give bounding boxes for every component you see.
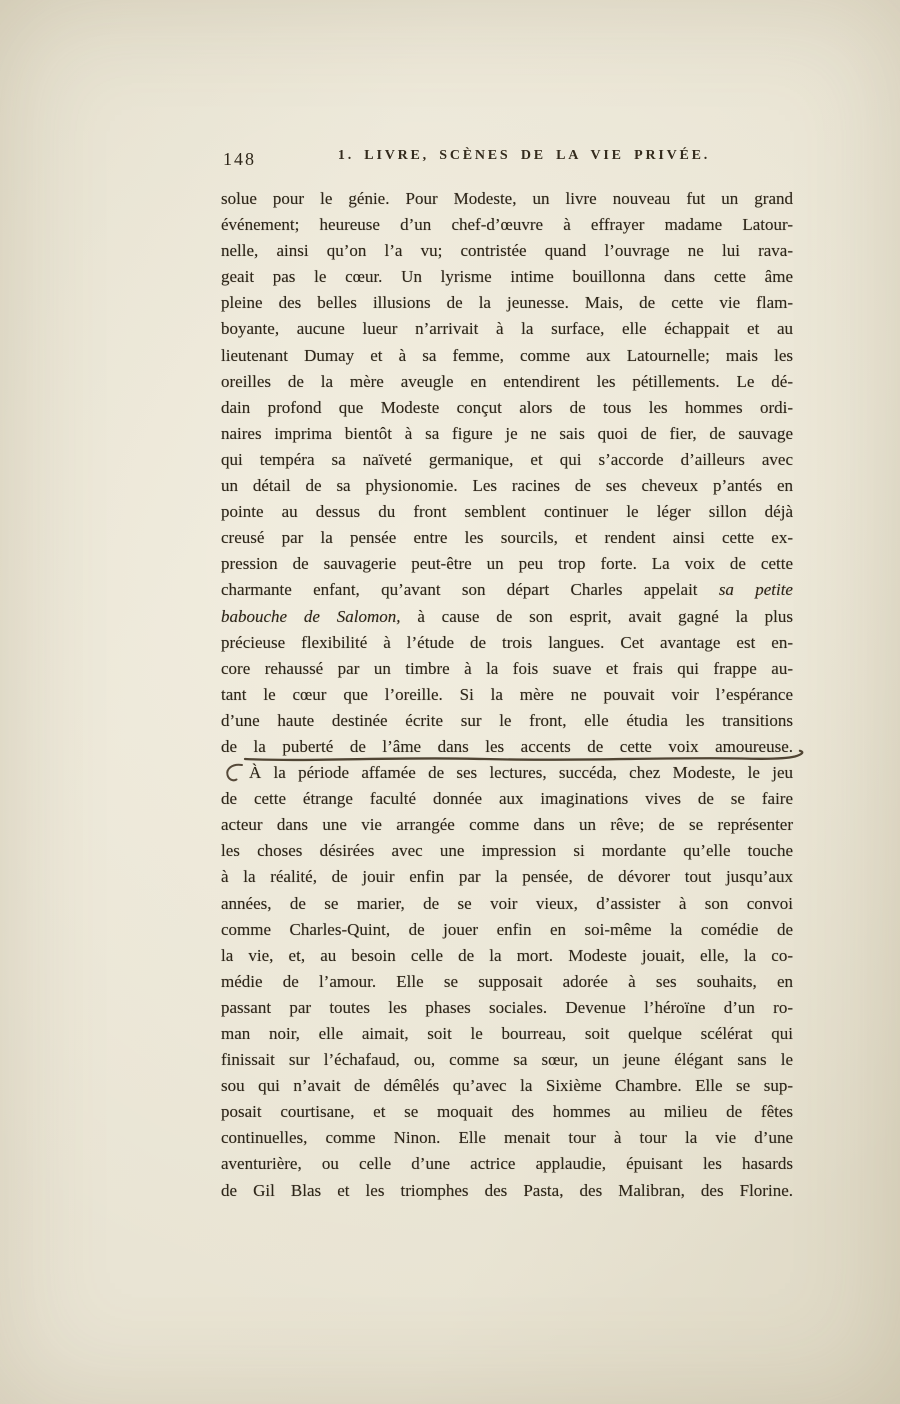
text-line — [221, 838, 793, 864]
text-segment: nelle, ainsi qu’on l’a vu; contristée quand l’ouvrage ne lui rava- — [221, 241, 793, 261]
text-segment: de cette étrange faculté donnée aux imaginations vives de se faire — [221, 789, 793, 809]
text-segment: d’une haute destinée écrite sur le front, elle étudia les transitions — [221, 710, 793, 730]
text-segment: dain profond que Modeste conçut alors de tous les hommes ordi- — [221, 397, 793, 417]
text-segment: années, de se marier, de se voir vieux, d’assister à son convoi — [221, 893, 793, 913]
text-line — [221, 499, 793, 525]
text-line — [221, 656, 793, 682]
text-line — [221, 1073, 793, 1099]
text-line — [221, 343, 793, 369]
text-line — [221, 708, 793, 734]
text-segment: posait courtisane, et se moquait des hommes au milieu de fêtes — [221, 1102, 793, 1122]
text-segment: à la réalité, de jouir enfin par la pensée, de dévorer tout jusqu’aux — [221, 867, 793, 887]
text-segment: boyante, aucune lueur n’arrivait à la surface, elle échappait et au — [221, 319, 793, 339]
pen-stroke-annotation — [222, 762, 246, 786]
text-line — [221, 1151, 793, 1177]
italic-text-segment: babouche de Salomon, — [221, 606, 401, 626]
text-segment: tant le cœur que l’oreille. Si la mère ne pouvait voir l’espérance — [221, 684, 793, 704]
text-line — [221, 995, 793, 1021]
text-line — [221, 969, 793, 995]
text-segment: un détail de sa physionomie. Les racines de ses cheveux p’antés en — [221, 476, 793, 496]
text-line — [221, 212, 793, 238]
text-segment: les choses désirées avec une impression si mordante qu’elle touche — [221, 841, 793, 861]
text-segment: à cause de son esprit, avait gagné la plus — [400, 606, 794, 626]
text-line — [221, 525, 793, 551]
text-segment: aventurière, ou celle d’une actrice applaudie, épuisant les hasards — [221, 1154, 793, 1174]
text-segment: pleine des belles illusions de la jeunesse. Mais, de cette vie flam- — [221, 293, 793, 313]
text-line — [221, 682, 793, 708]
text-line — [221, 473, 793, 499]
text-segment: événement; heureuse d’un chef-d’œuvre à effrayer madame Latour- — [221, 215, 793, 235]
text-segment: pression de sauvagerie peut-être un peu trop forte. La voix de cette — [221, 554, 793, 574]
text-segment: passant par toutes les phases sociales. Devenue l’héroïne d’un ro- — [221, 997, 793, 1017]
text-line — [221, 369, 793, 395]
text-line — [221, 316, 793, 342]
text-segment: creusé par la pensée entre les sourcils, et rendent ainsi cette ex- — [221, 528, 793, 548]
text-line — [221, 1021, 793, 1047]
text-line — [221, 917, 793, 943]
text-line — [221, 1047, 793, 1073]
text-segment: finissait sur l’échafaud, ou, comme sa sœur, un jeune élégant sans le — [221, 1050, 793, 1070]
text-line — [221, 290, 793, 316]
text-line — [221, 551, 793, 577]
text-segment: acteur dans une vie arrangée comme dans un rêve; de se représenter — [221, 815, 793, 835]
text-line — [221, 604, 793, 630]
text-line — [221, 864, 793, 890]
text-line — [221, 734, 793, 760]
text-segment: sou qui n’avait de démêlés qu’avec la Sixième Chambre. Elle se sup- — [221, 1076, 793, 1096]
text-segment: médie de l’amour. Elle se supposait adorée à ses souhaits, en — [221, 971, 793, 991]
text-segment: man noir, elle aimait, soit le bourreau, soit quelque scélérat qui — [221, 1024, 793, 1043]
text-segment: lieutenant Dumay et à sa femme, comme aux Latournelle; mais les — [221, 345, 793, 365]
text-segment: la vie, et, au besoin celle de la mort. Modeste jouait, elle, la co- — [221, 945, 793, 965]
text-line — [221, 577, 793, 603]
text-segment: comme Charles-Quint, de jouer enfin en soi-même la comédie de — [221, 919, 793, 939]
italic-text-segment: sa petite — [718, 580, 793, 600]
text-line — [221, 1099, 793, 1125]
text-segment: oreilles de la mère aveugle en entendirent les pétillements. Le dé- — [221, 371, 793, 391]
text-column — [221, 148, 793, 1204]
text-line — [221, 421, 793, 447]
text-line — [221, 812, 793, 838]
text-line — [221, 630, 793, 656]
text-segment: de la puberté de l’âme dans les accents de cette voix amoureuse. — [221, 736, 793, 756]
text-segment: À la période affamée de ses lectures, succéda, chez Modeste, le jeu — [249, 763, 793, 783]
text-segment: geait pas le cœur. Un lyrisme intime bouillonna dans cette âme — [221, 267, 793, 287]
running-title: 1. LIVRE, SCÈNES DE LA VIE PRIVÉE. — [337, 148, 711, 163]
text-segment: core rehaussé par un timbre à la fois suave et frais qui frappe au- — [221, 658, 793, 678]
body-text — [221, 186, 793, 1204]
text-line — [221, 238, 793, 264]
text-line — [221, 786, 793, 812]
text-line — [221, 186, 793, 212]
page-header — [221, 148, 793, 170]
text-segment: solue pour le génie. Pour Modeste, un livre nouveau fut un grand — [221, 189, 793, 208]
text-line — [221, 891, 793, 917]
text-line — [221, 760, 793, 786]
text-line — [221, 264, 793, 290]
text-segment: continuelles, comme Ninon. Elle menait tour à tour la vie d’une — [221, 1128, 793, 1148]
text-line — [221, 1178, 793, 1204]
text-segment: qui tempéra sa naïveté germanique, et qui s’accorde d’ailleurs avec — [221, 449, 793, 469]
text-segment: précieuse flexibilité à l’étude de trois langues. Cet avantage est en- — [221, 632, 793, 652]
text-segment: naires imprima bientôt à sa figure je ne sais quoi de fier, de sauvage — [221, 423, 793, 443]
text-segment: pointe au dessus du front semblent continuer le léger sillon déjà — [221, 502, 793, 522]
text-line — [221, 447, 793, 473]
text-segment: charmante enfant, qu’avant son départ Charles appelait — [221, 580, 719, 600]
text-line — [221, 943, 793, 969]
text-line — [221, 395, 793, 421]
page-number: 148 — [223, 149, 256, 169]
text-segment: de Gil Blas et les triomphes des Pasta, des Malibran, des Florine. — [221, 1180, 793, 1200]
text-line — [221, 1125, 793, 1151]
